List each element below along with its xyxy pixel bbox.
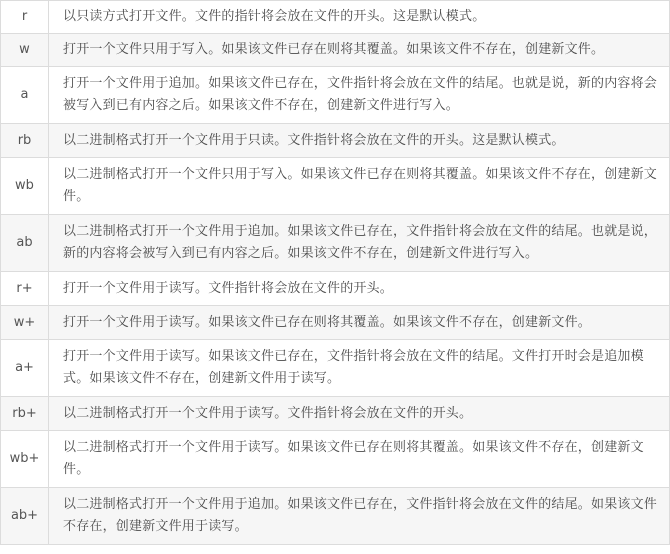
description-cell: 打开一个文件只用于写入。如果该文件已存在则将其覆盖。如果该文件不存在，创建新文件。 — [49, 34, 670, 67]
description-cell: 以只读方式打开文件。文件的指针将会放在文件的开头。这是默认模式。 — [49, 1, 670, 34]
mode-cell: wb — [1, 158, 49, 215]
description-cell: 打开一个文件用于读写。文件指针将会放在文件的开头。 — [49, 272, 670, 306]
mode-cell: a — [1, 67, 49, 124]
mode-cell: rb — [1, 124, 49, 158]
mode-cell: w+ — [1, 306, 49, 340]
mode-cell: a+ — [1, 340, 49, 397]
description-cell: 打开一个文件用于读写。如果该文件已存在则将其覆盖。如果该文件不存在，创建新文件。 — [49, 306, 670, 340]
table-row — [1, 488, 670, 545]
mode-cell: ab — [1, 215, 49, 272]
mode-cell: wb+ — [1, 431, 49, 488]
table-row — [1, 215, 670, 272]
table-row — [1, 431, 670, 488]
description-cell: 以二进制格式打开一个文件用于读写。如果该文件已存在则将其覆盖。如果该文件不存在，创建新文件。 — [49, 431, 670, 488]
mode-cell: r — [1, 1, 49, 34]
description-cell: 打开一个文件用于追加。如果该文件已存在，文件指针将会放在文件的结尾。也就是说，新的内容将会被写入到已有内容之后。如果该文件不存在，创建新文件进行写入。 — [49, 67, 670, 124]
table-row — [1, 272, 670, 306]
table-row — [1, 1, 670, 34]
description-cell: 以二进制格式打开一个文件用于追加。如果该文件已存在，文件指针将会放在文件的结尾。如果该文件不存在，创建新文件用于读写。 — [49, 488, 670, 545]
description-cell: 以二进制格式打开一个文件用于只读。文件指针将会放在文件的开头。这是默认模式。 — [49, 124, 670, 158]
table-row — [1, 340, 670, 397]
table-row — [1, 34, 670, 67]
table-row — [1, 397, 670, 431]
mode-cell: rb+ — [1, 397, 49, 431]
table-row — [1, 158, 670, 215]
table-row — [1, 124, 670, 158]
description-cell: 打开一个文件用于读写。如果该文件已存在，文件指针将会放在文件的结尾。文件打开时会是追加模式。如果该文件不存在，创建新文件用于读写。 — [49, 340, 670, 397]
description-cell: 以二进制格式打开一个文件只用于写入。如果该文件已存在则将其覆盖。如果该文件不存在，创建新文件。 — [49, 158, 670, 215]
mode-cell: r+ — [1, 272, 49, 306]
mode-cell: ab+ — [1, 488, 49, 545]
table-row — [1, 67, 670, 124]
description-cell: 以二进制格式打开一个文件用于读写。文件指针将会放在文件的开头。 — [49, 397, 670, 431]
mode-cell: w — [1, 34, 49, 67]
table-row — [1, 306, 670, 340]
description-cell: 以二进制格式打开一个文件用于追加。如果该文件已存在，文件指针将会放在文件的结尾。也就是说，新的内容将会被写入到已有内容之后。如果该文件不存在，创建新文件进行写入。 — [49, 215, 670, 272]
